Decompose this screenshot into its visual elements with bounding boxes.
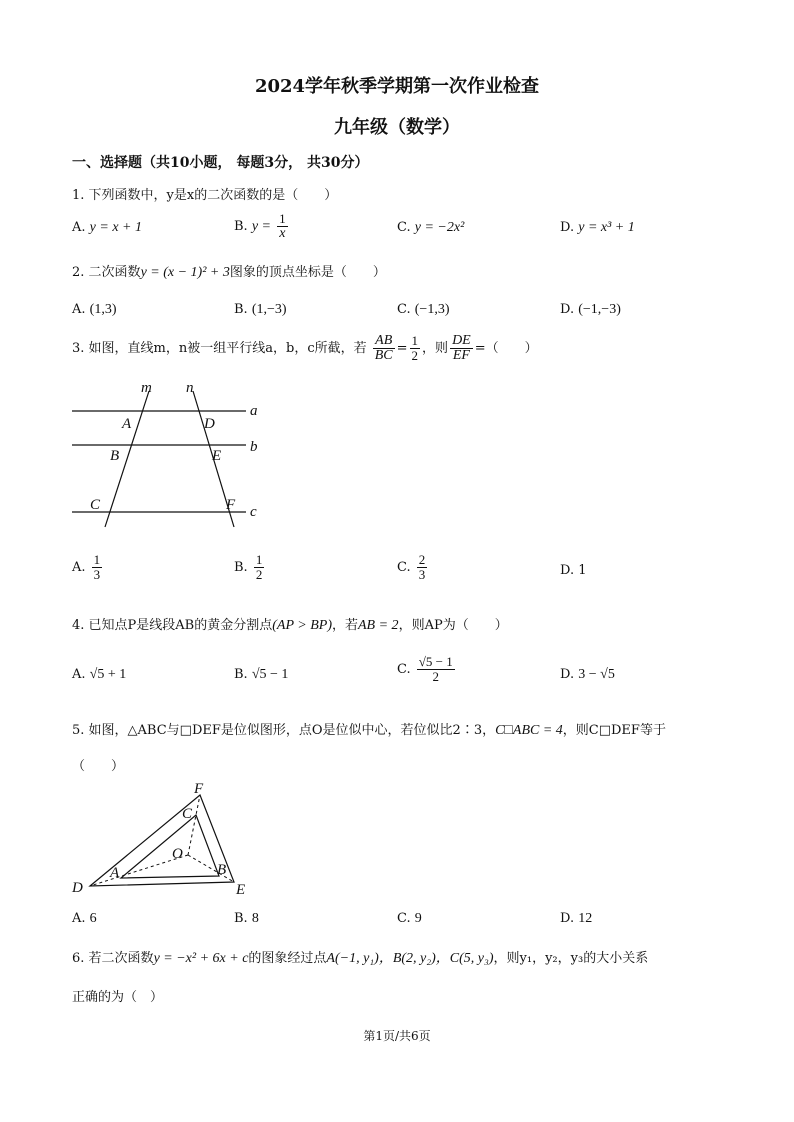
question-stem: 图象的顶点坐标是（ ） — [229, 265, 386, 280]
option-label: A. — [72, 220, 86, 235]
triangle-abc — [121, 815, 219, 878]
option-label: C. — [397, 302, 411, 317]
option-formula: y = x + 1 — [89, 220, 142, 235]
question-number: 6. — [72, 951, 85, 966]
q2-option-d[interactable] — [560, 302, 621, 318]
option-label: C. — [397, 911, 411, 926]
question-number: 1. — [72, 188, 85, 203]
q3-option-d[interactable] — [560, 563, 587, 578]
option-label: D. — [560, 911, 575, 926]
label-m: m — [141, 380, 152, 396]
option-value: (−1,3) — [414, 302, 450, 317]
option-value: (1,3) — [89, 302, 117, 317]
question-stem: 若二次函数 — [88, 951, 154, 966]
question-3 — [72, 334, 538, 363]
option-value: (−1,−3) — [578, 302, 621, 317]
q2-option-c[interactable] — [397, 302, 450, 318]
equals-sign: = — [396, 341, 408, 356]
option-label: C. — [397, 662, 411, 677]
question-stem: 二次函数 — [88, 265, 141, 280]
question-4 — [72, 614, 508, 634]
q2-option-a[interactable] — [72, 302, 117, 318]
question-stem: ，则AP为（ ） — [398, 618, 508, 633]
label-C: C — [182, 806, 193, 822]
label-O: O — [172, 846, 183, 862]
figure-parallel-lines — [60, 375, 280, 535]
q3-option-b[interactable] — [234, 553, 266, 582]
label-D: D — [204, 416, 215, 432]
fraction: $\frac{√5 - 1}{2}$ — [418, 654, 453, 684]
question-stem: ，若 — [331, 618, 358, 633]
q1-option-b[interactable]: B. y = $\frac{1}{x}$ — [234, 211, 286, 241]
fraction: $\frac{2}{3}$ — [418, 552, 426, 582]
label-A: A — [110, 865, 120, 881]
question-6 — [72, 947, 648, 967]
fraction-de-ef: $\frac{DE}{EF}$ — [452, 333, 471, 363]
q1-option-a[interactable] — [72, 220, 142, 236]
option-label: A. — [72, 560, 86, 575]
q1-option-d[interactable] — [560, 220, 635, 236]
question-number: 4. — [72, 618, 85, 633]
q5-option-a[interactable] — [72, 911, 97, 927]
option-value: (1,−3) — [251, 302, 287, 317]
question-number: 5. — [72, 723, 85, 738]
question-stem: ，则 — [422, 341, 449, 356]
q4-option-a[interactable] — [72, 667, 126, 683]
question-stem: 已知点P是线段AB的黄金分割点 — [88, 618, 273, 633]
label-n: n — [186, 380, 194, 396]
section-heading: 一、选择题（共10小题， 每题3分， 共30分） — [72, 155, 369, 171]
option-label: A. — [72, 667, 86, 682]
question-given: AB = 2 — [358, 618, 399, 633]
question-number: 3. — [72, 341, 85, 356]
question-stem: 下列函数中，y是x的二次函数的是（ ） — [88, 188, 338, 203]
label-a: a — [250, 403, 258, 419]
question-stem: ，则y₁，y₂，y₃的大小关系 — [493, 951, 649, 966]
question-formula: y = (x − 1)² + 3 — [140, 265, 230, 280]
fraction-one-half: $\frac{1}{2}$ — [411, 333, 419, 363]
page-title: 2024学年秋季学期第一次作业检查 — [254, 76, 540, 97]
option-label: B. — [234, 219, 248, 234]
label-D: D — [72, 880, 83, 896]
option-label: A. — [72, 302, 86, 317]
option-label: B. — [234, 911, 248, 926]
question-stem: =（ ） — [474, 341, 538, 356]
page-subtitle: 九年级（数学） — [334, 117, 460, 138]
q5-option-d[interactable] — [560, 911, 592, 927]
option-label: B. — [234, 667, 248, 682]
option-label: C. — [397, 220, 411, 235]
question-condition: (AP > BP) — [272, 618, 332, 633]
q5-option-c[interactable] — [397, 911, 422, 927]
question-stem: ，则C□DEF等于 — [562, 723, 666, 738]
option-value: 6 — [89, 911, 97, 926]
option-value: 3 − √5 — [578, 667, 615, 682]
label-b: b — [250, 439, 258, 455]
question-given: C□ABC = 4 — [495, 723, 563, 738]
option-label: D. — [560, 667, 575, 682]
option-label: D. — [560, 302, 575, 317]
question-stem: 的图象经过点 — [248, 951, 327, 966]
question-stem: 如图，直线m，n被一组平行线a，b，c所截，若 — [88, 341, 367, 356]
option-value: √5 − 1 — [251, 667, 289, 682]
label-B: B — [110, 448, 120, 464]
question-1 — [72, 184, 337, 203]
option-value: 9 — [414, 911, 422, 926]
option-label: B. — [234, 560, 248, 575]
option-label: C. — [397, 560, 411, 575]
page-footer: 第1页/共6页 — [363, 1029, 431, 1043]
q4-option-c[interactable] — [397, 655, 457, 684]
question-number: 2. — [72, 265, 85, 280]
option-formula: y = −2x² — [414, 220, 465, 235]
q4-option-b[interactable] — [234, 667, 288, 683]
label-F: F — [226, 497, 236, 513]
option-label: D. 1 — [560, 563, 587, 578]
fraction: $\frac{1}{2}$ — [255, 552, 263, 582]
option-formula: y = x³ + 1 — [578, 220, 635, 235]
option-label: A. — [72, 911, 86, 926]
figure-homothety — [60, 778, 280, 898]
question-6-line2: 正确的为（ ） — [72, 990, 164, 1005]
label-E: E — [236, 882, 246, 898]
q1-option-c[interactable] — [397, 220, 464, 236]
option-label: D. — [560, 220, 575, 235]
option-label: B. — [234, 302, 248, 317]
label-E: E — [212, 448, 222, 464]
label-C: C — [90, 497, 101, 513]
q4-option-d[interactable] — [560, 667, 615, 683]
option-value: 12 — [578, 911, 593, 926]
question-points: A(−1, y₁)，B(2, y₂)，C(5, y₃) — [326, 951, 494, 966]
question-stem: 如图，△ABC与□DEF是位似图形，点O是位似中心，若位似比2∶3， — [88, 723, 496, 738]
option-value: 8 — [251, 911, 259, 926]
fraction-ab-bc: $\frac{AB}{BC}$ — [374, 333, 393, 363]
question-5-line2: （ ） — [72, 759, 125, 774]
fraction: $\frac{1}{x}$ — [279, 211, 286, 241]
q5-option-b[interactable] — [234, 911, 259, 927]
question-2 — [72, 261, 386, 281]
q3-option-a[interactable] — [72, 553, 104, 582]
label-B: B — [217, 862, 227, 878]
question-formula: y = −x² + 6x + c — [153, 951, 249, 966]
question-5 — [72, 719, 666, 739]
label-A: A — [122, 416, 132, 432]
segment-oe — [188, 855, 234, 882]
label-c: c — [250, 504, 257, 520]
fraction: $\frac{1}{3}$ — [93, 552, 101, 582]
q2-option-b[interactable] — [234, 302, 287, 318]
label-F: F — [194, 781, 204, 797]
option-value: √5 + 1 — [89, 667, 127, 682]
q3-option-c[interactable] — [397, 553, 429, 582]
